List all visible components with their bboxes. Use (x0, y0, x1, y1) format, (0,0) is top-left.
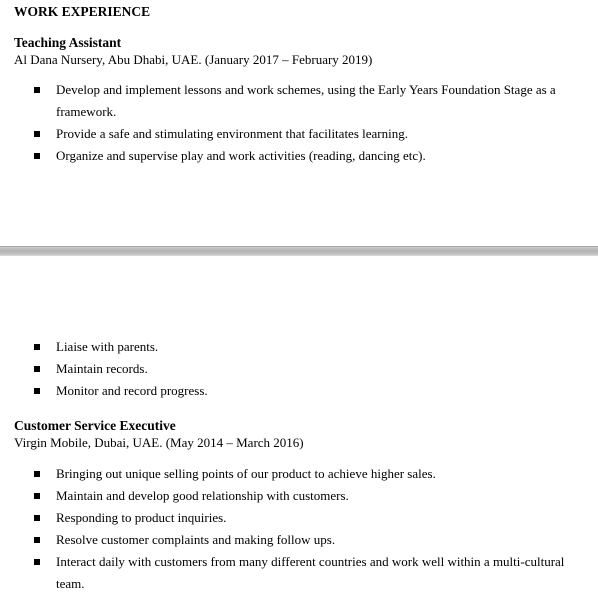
job-employer: Virgin Mobile, Dubai, UAE. (May 2014 – March 2016) (14, 435, 304, 450)
bullet-icon (34, 388, 40, 394)
job-title: Customer Service Executive (14, 418, 176, 433)
document-page-2 (0, 256, 598, 594)
bullet-icon (34, 537, 40, 543)
list-item: Liaise with parents. (56, 339, 159, 354)
job-title: Teaching Assistant (14, 35, 122, 50)
list-item: Maintain records. (56, 361, 148, 376)
list-item: Responding to product inquiries. (56, 510, 227, 525)
list-item: Develop and implement lessons and work schemes, using the Early Years Foundation Stage as a (56, 82, 556, 97)
bullet-icon (34, 471, 40, 477)
list-item-continuation: team. (56, 576, 85, 591)
bullet-icon (34, 493, 40, 499)
list-item: Maintain and develop good relationship with customers. (56, 488, 349, 503)
bullet-icon (34, 87, 40, 93)
list-item-continuation: framework. (56, 104, 117, 119)
section-heading: WORK EXPERIENCE (14, 4, 151, 19)
bullet-icon (34, 344, 40, 350)
list-item: Provide a safe and stimulating environment that facilitates learning. (56, 126, 408, 141)
document-page-1 (0, 0, 598, 246)
list-item: Organize and supervise play and work activities (reading, dancing etc). (56, 148, 426, 163)
list-item: Resolve customer complaints and making follow ups. (56, 532, 336, 547)
job-employer: Al Dana Nursery, Abu Dhabi, UAE. (January 2017 – February 2019) (14, 52, 373, 67)
bullet-icon (34, 366, 40, 372)
bullet-icon (34, 153, 40, 159)
bullet-icon (34, 131, 40, 137)
list-item: Bringing out unique selling points of our product to achieve higher sales. (56, 466, 436, 481)
bullet-icon (34, 515, 40, 521)
bullet-icon (34, 559, 40, 565)
page-break (0, 246, 598, 256)
list-item: Monitor and record progress. (56, 383, 208, 398)
list-item: Interact daily with customers from many different countries and work well within a multi-cultural (56, 554, 565, 569)
